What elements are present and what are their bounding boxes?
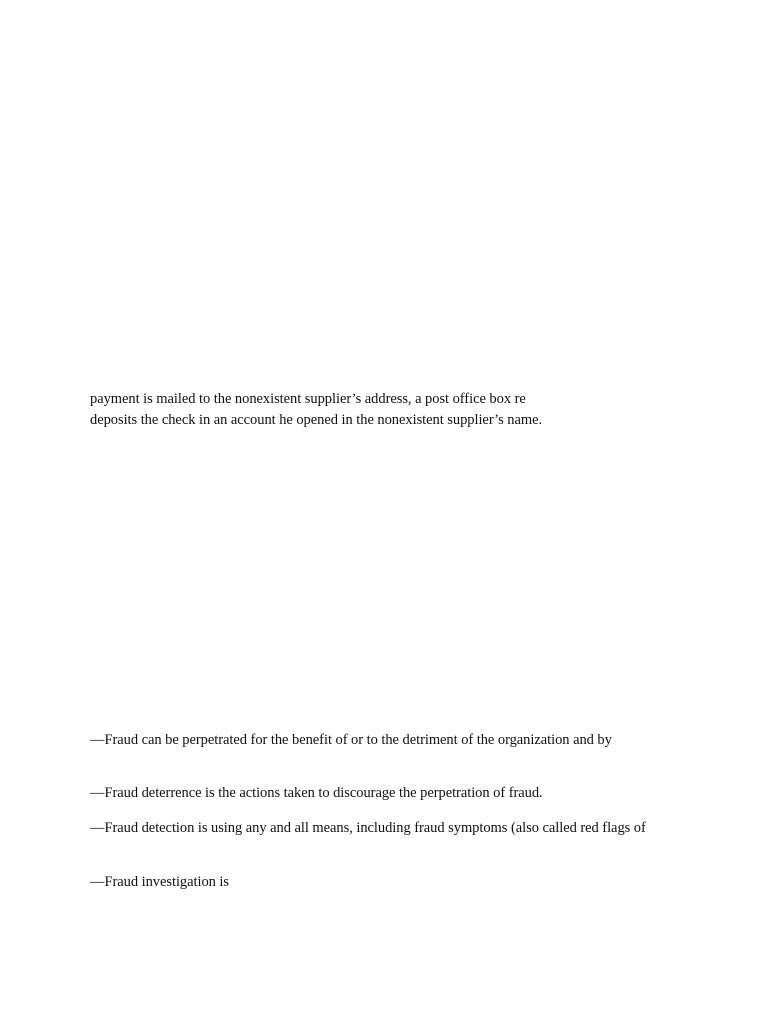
definition-fraud-investigation: —Fraud investigation is — [90, 874, 230, 890]
definition-fraud-deterrence: —Fraud deterrence is the actions taken to discourage the perpetration of fraud. — [90, 785, 543, 801]
paragraph-line-1: payment is mailed to the nonexistent supplier’s address, a post office box re — [90, 391, 526, 407]
paragraph-line-2: deposits the check in an account he opened in the nonexistent supplier’s name. — [90, 412, 543, 428]
definition-fraud-perpetration: —Fraud can be perpetrated for the benefit of or to the detriment of the organization and by — [90, 732, 612, 748]
definition-fraud-detection: —Fraud detection is using any and all means, including fraud symptoms (also called red flags of — [90, 820, 646, 836]
